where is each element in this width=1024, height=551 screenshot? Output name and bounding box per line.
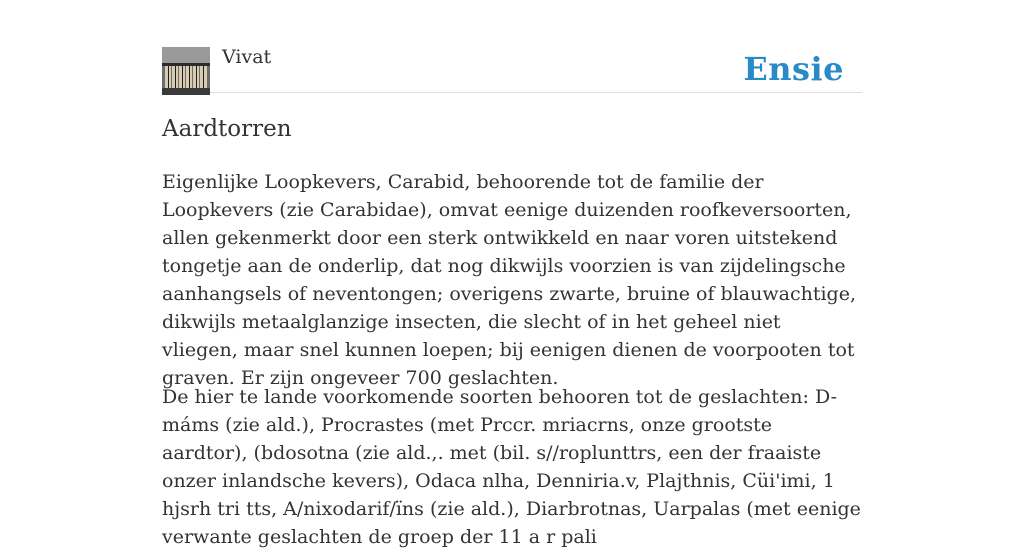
page-title: Aardtorren bbox=[162, 116, 292, 142]
header bbox=[162, 0, 862, 93]
author-name[interactable]: Vivat bbox=[222, 46, 272, 68]
article-paragraph: De hier te lande voorkomende soorten behooren tot de geslachten: D-máms (zie ald.), Procrastes (met Prccr. mriacrns, onze grootste aardtor), (bdosotna (zie ald.,. met (bil. s//roplunttrs, een der fraaiste onzer inlandsche kevers), Odaca nlha, Denniria.v, Plajthnis, Cüi'imi, 1 hjsrh tri tts, A/nixodarif/ïns (zie ald.), Diarbrotnas, Uarpalas (met eenige verwante geslachten de groep der 11 a r pali bbox=[162, 386, 861, 548]
bookshelf-avatar-icon bbox=[162, 47, 210, 95]
article-paragraph: Eigenlijke Loopkevers, Carabid, behoorende tot de familie der Loopkevers (zie Carabidae), omvat eenige duizenden roofkeversoorten, allen gekenmerkt door een sterk ontwikkeld en naar voren uitstekend tongetje aan de onderlip, dat nog dikwijls voorzien is van zijdelingsche aanhangsels of neventongen; overigens zwarte, bruine of blauwachtige, dikwijls metaalglanzige insecten, die slecht of in het geheel niet vliegen, maar snel kunnen loepen; bij eenigen dienen de voorpooten tot graven. Er zijn ongeveer 700 geslachten. bbox=[162, 171, 856, 389]
avatar[interactable] bbox=[162, 47, 210, 95]
article-container bbox=[162, 0, 862, 548]
brand-logo[interactable]: Ensie bbox=[743, 50, 844, 88]
